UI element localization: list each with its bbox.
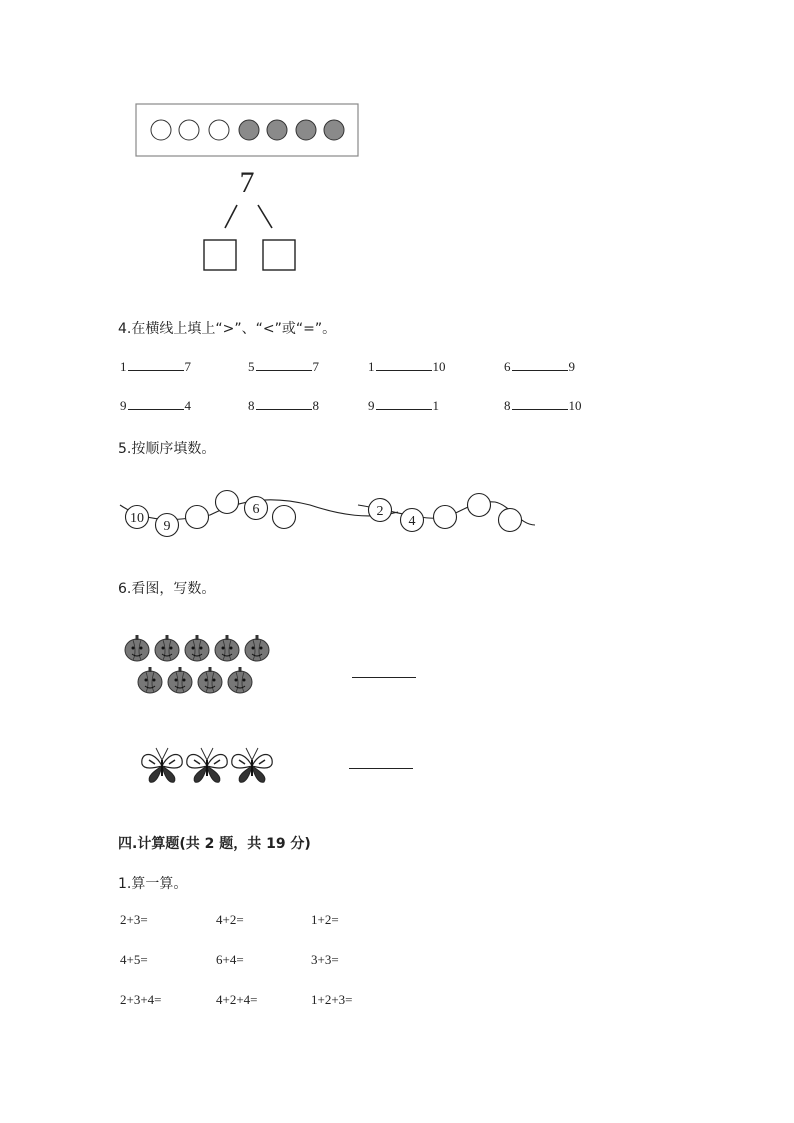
compare-item: 1 10 — [368, 359, 446, 374]
pumpkin-icon — [228, 667, 252, 693]
calc-item: 2+3+4= — [120, 992, 162, 1007]
filled-circle — [239, 120, 259, 140]
compare-item: 9 4 — [120, 398, 191, 413]
pumpkin-icon — [138, 667, 162, 693]
pumpkin-icon — [245, 635, 269, 661]
compare-blank[interactable] — [376, 399, 432, 410]
empty-circle — [179, 120, 199, 140]
compare-item: 1 7 — [120, 359, 191, 374]
number-chains — [110, 480, 550, 550]
compare-blank[interactable] — [512, 399, 568, 410]
chain2-circle[interactable] — [434, 506, 457, 529]
calc-item: 4+2+4= — [216, 992, 258, 1007]
compare-item: 9 1 — [368, 398, 439, 413]
filled-circle — [296, 120, 316, 140]
pumpkin-icon — [168, 667, 192, 693]
chain2-number: 2 — [376, 504, 384, 519]
pumpkin-icon — [198, 667, 222, 693]
chain1-circle[interactable] — [273, 506, 296, 529]
pumpkin-icon — [215, 635, 239, 661]
chain2-circle[interactable] — [468, 494, 491, 517]
split-diagram — [130, 100, 370, 275]
calc-title: 1.算一算。 — [118, 876, 188, 892]
compare-blank[interactable] — [256, 399, 312, 410]
total-number: 7 — [239, 166, 255, 199]
compare-blank[interactable] — [128, 360, 184, 371]
chain1-number: 10 — [130, 511, 144, 526]
calc-item: 1+2= — [311, 912, 339, 927]
number-chains-svg — [110, 480, 550, 550]
compare-blank[interactable] — [128, 399, 184, 410]
compare-item: 8 10 — [504, 398, 582, 413]
compare-item: 5 7 — [248, 359, 319, 374]
compare-item: 8 8 — [248, 398, 319, 413]
chain1-number: 6 — [252, 502, 260, 517]
split-diagram-svg — [130, 100, 370, 275]
butterfly-group — [140, 742, 280, 787]
chain2-circle[interactable] — [499, 509, 522, 532]
q5-title: 5.按顺序填数。 — [118, 441, 216, 457]
pumpkin-icon — [185, 635, 209, 661]
empty-circle — [209, 120, 229, 140]
calc-item: 3+3= — [311, 952, 339, 967]
split-line-left — [225, 205, 237, 228]
answer-line-butterflies[interactable] — [349, 768, 413, 769]
section-heading: 四.计算题(共 2 题，共 19 分) — [118, 836, 311, 852]
butterfly-icon — [187, 748, 227, 782]
chain1-number: 9 — [163, 519, 171, 534]
calc-item: 4+5= — [120, 952, 148, 967]
compare-item: 6 9 — [504, 359, 575, 374]
filled-circle — [324, 120, 344, 140]
compare-blank[interactable] — [512, 360, 568, 371]
answer-box-left[interactable] — [204, 240, 236, 270]
answer-line-pumpkins[interactable] — [352, 677, 416, 678]
calc-item: 1+2+3= — [311, 992, 353, 1007]
empty-circle — [151, 120, 171, 140]
filled-circle — [267, 120, 287, 140]
answer-box-right[interactable] — [263, 240, 295, 270]
butterfly-icon — [142, 748, 182, 782]
butterfly-icon — [232, 748, 272, 782]
calc-item: 4+2= — [216, 912, 244, 927]
split-line-right — [258, 205, 272, 228]
compare-blank[interactable] — [376, 360, 432, 371]
compare-blank[interactable] — [256, 360, 312, 371]
q6-title: 6.看图，写数。 — [118, 581, 216, 597]
calc-item: 2+3= — [120, 912, 148, 927]
chain1-circle[interactable] — [216, 491, 239, 514]
pumpkin-group — [120, 630, 270, 700]
calc-item: 6+4= — [216, 952, 244, 967]
pumpkin-icon — [125, 635, 149, 661]
chain1-circle[interactable] — [186, 506, 209, 529]
pumpkin-icon — [155, 635, 179, 661]
chain2-number: 4 — [408, 514, 416, 529]
q4-title: 4.在横线上填上“>”、“<”或“=”。 — [118, 321, 337, 337]
